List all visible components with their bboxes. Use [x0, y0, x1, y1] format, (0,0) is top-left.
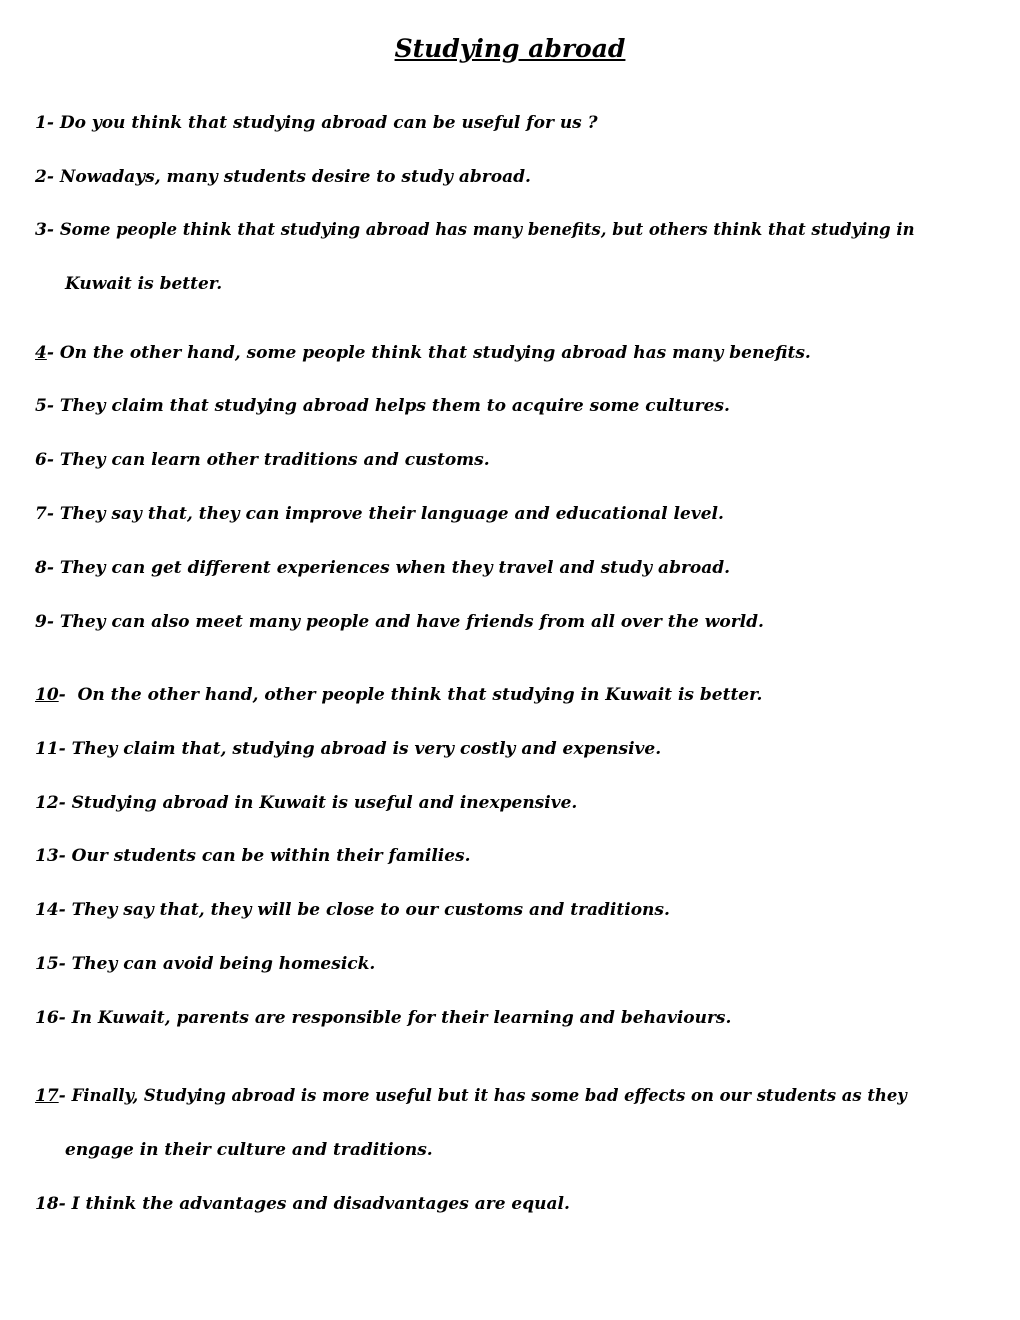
- sentence-number: 8: [35, 558, 47, 578]
- sentence-number: 5: [35, 396, 47, 416]
- sentence-text: They say that, they can improve their language and educational level.: [59, 504, 724, 524]
- sentence-text: Nowadays, many students desire to study abroad.: [59, 167, 531, 187]
- sentence-number: 6: [35, 450, 47, 470]
- sentence-number: 10: [35, 685, 59, 705]
- sentence-number: 3: [35, 220, 47, 240]
- sentence-separator: -: [46, 343, 60, 363]
- sentence-text: They say that, they will be close to our customs and traditions.: [71, 900, 670, 920]
- sentence-number: 17: [35, 1086, 59, 1106]
- sentence-separator: -: [46, 558, 60, 578]
- sentence-6: [35, 448, 490, 472]
- sentence-16: [35, 1006, 731, 1030]
- sentence-15: [35, 952, 375, 976]
- sentence-number: 4: [35, 343, 47, 363]
- sentence-number: 9: [35, 612, 47, 632]
- sentence-separator: -: [58, 846, 72, 866]
- sentence-text: On the other hand, some people think that studying abroad has many benefits.: [59, 343, 811, 363]
- sentence-text: Do you think that studying abroad can be useful for us ?: [59, 113, 598, 133]
- sentence-number: 14: [35, 900, 59, 920]
- sentence-separator: -: [46, 396, 60, 416]
- sentence-number: 18: [35, 1194, 59, 1214]
- sentence-text: They can learn other traditions and customs.: [59, 450, 490, 470]
- sentence-number: 7: [35, 504, 47, 524]
- sentence-17: [35, 1084, 907, 1108]
- sentence-separator: -: [46, 113, 60, 133]
- sentence-text: I think the advantages and disadvantages are equal.: [71, 1194, 570, 1214]
- sentence-text: They claim that studying abroad helps them to acquire some cultures.: [59, 396, 730, 416]
- sentence-separator: -: [58, 685, 78, 705]
- sentence-separator: -: [58, 793, 72, 813]
- sentence-separator: -: [46, 612, 60, 632]
- sentence-17-continuation: engage in their culture and traditions.: [65, 1140, 433, 1160]
- sentence-text: They claim that, studying abroad is very costly and expensive.: [71, 739, 662, 759]
- document-title: Studying abroad: [394, 34, 626, 63]
- sentence-text: They can also meet many people and have friends from all over the world.: [59, 612, 764, 632]
- sentence-number: 13: [35, 846, 59, 866]
- sentence-separator: -: [58, 739, 72, 759]
- sentence-separator: -: [58, 1086, 72, 1106]
- sentence-text: On the other hand, other people think that studying in Kuwait is better.: [77, 685, 763, 705]
- sentence-number: 2: [35, 167, 47, 187]
- sentence-text: Our students can be within their families.: [71, 846, 471, 866]
- sentence-8: [35, 556, 730, 580]
- sentence-1: [35, 111, 598, 135]
- sentence-3-continuation: Kuwait is better.: [65, 274, 223, 294]
- sentence-9: [35, 610, 764, 634]
- sentence-7: [35, 502, 724, 526]
- sentence-10: [35, 683, 762, 707]
- sentence-18: [35, 1192, 570, 1216]
- sentence-number: 16: [35, 1008, 59, 1028]
- sentence-13: [35, 844, 471, 868]
- sentence-separator: -: [58, 1194, 72, 1214]
- sentence-text: In Kuwait, parents are responsible for their learning and behaviours.: [71, 1008, 732, 1028]
- sentence-11: [35, 737, 661, 761]
- sentence-number: 11: [35, 739, 59, 759]
- sentence-text: They can avoid being homesick.: [71, 954, 376, 974]
- sentence-12: [35, 791, 577, 815]
- sentence-2: [35, 165, 531, 189]
- sentence-separator: -: [46, 450, 60, 470]
- sentence-number: 1: [35, 113, 47, 133]
- sentence-number: 15: [35, 954, 59, 974]
- sentence-text: They can get different experiences when they travel and study abroad.: [59, 558, 731, 578]
- sentence-text: Studying abroad in Kuwait is useful and inexpensive.: [71, 793, 578, 813]
- sentence-separator: -: [46, 167, 60, 187]
- sentence-separator: -: [58, 1008, 72, 1028]
- sentence-3: [35, 218, 915, 242]
- sentence-separator: -: [46, 220, 60, 240]
- sentence-5: [35, 394, 730, 418]
- sentence-separator: -: [58, 954, 72, 974]
- sentence-4: [35, 341, 811, 365]
- sentence-separator: -: [58, 900, 72, 920]
- sentence-separator: -: [46, 504, 60, 524]
- sentence-text: Some people think that studying abroad has many benefits, but others think that studying in: [59, 220, 915, 239]
- sentence-text: Finally, Studying abroad is more useful but it has some bad effects on our students as they: [71, 1086, 907, 1105]
- sentence-14: [35, 898, 670, 922]
- sentence-number: 12: [35, 793, 59, 813]
